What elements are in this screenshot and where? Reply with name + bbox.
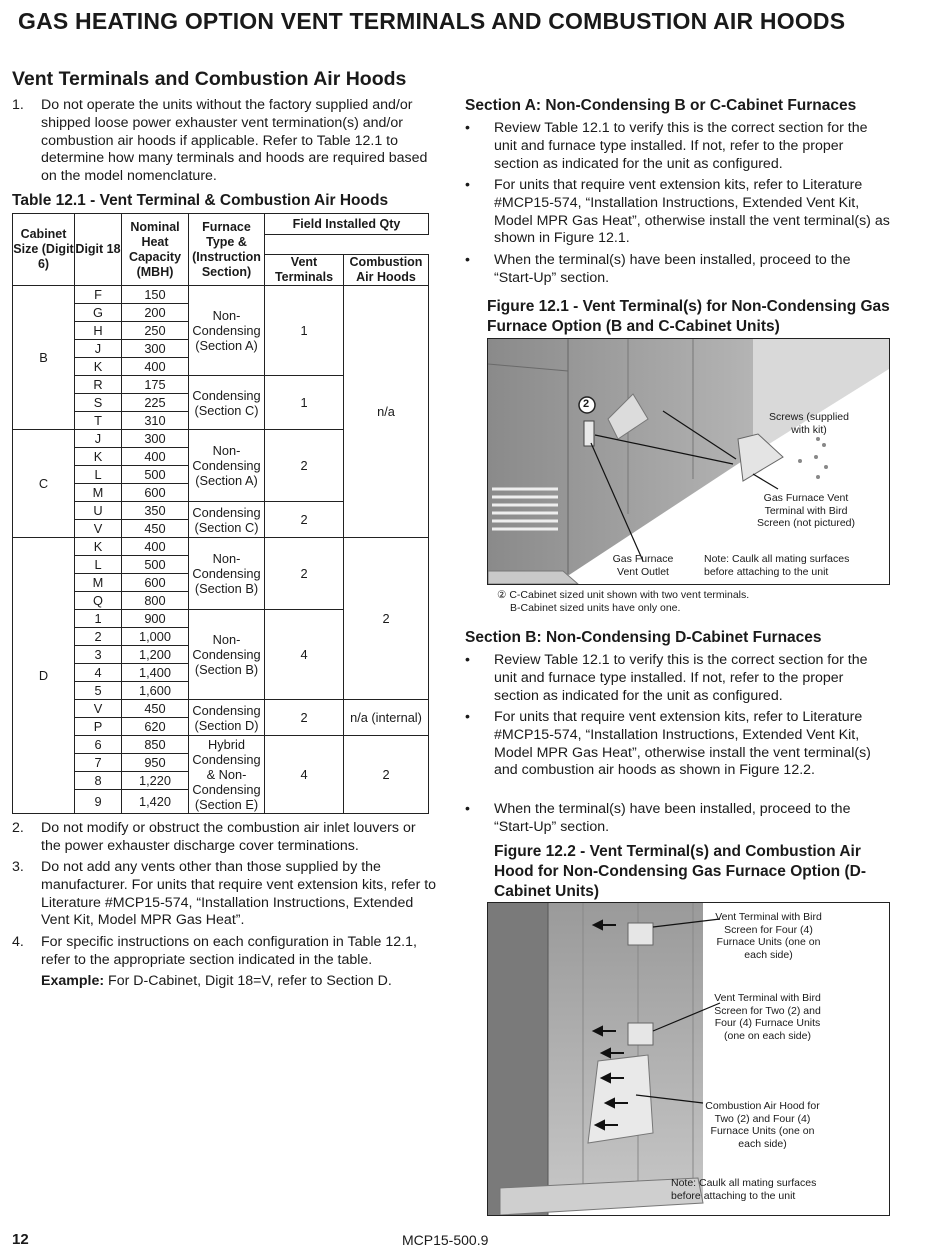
table-cell-digit: 2 — [75, 628, 122, 646]
furnace-type-cell: Non-Condensing (Section B) — [189, 538, 265, 610]
header-furnace-type: Furnace Type & (Instruction Section) — [189, 214, 265, 286]
section-a-bullet-1 — [465, 120, 890, 173]
hoods-qty-cell: 2 — [344, 538, 429, 700]
header-air-hoods: Combustion Air Hoods — [344, 255, 429, 286]
vent-terminal-table — [12, 213, 429, 814]
bullet-text: For units that require vent extension kits, refer to Literature #MCP15-574, “Installation Instructions, Extended Vent Kit, Model MPR Gas Heat”, otherwise install the vent terminal(s) as shown in Figure 12.1. — [494, 177, 890, 247]
vent-qty-cell: 4 — [265, 736, 344, 814]
table-cell-mbh: 620 — [122, 718, 189, 736]
table-cell-digit: K — [75, 358, 122, 376]
figure-12-1-illustration — [488, 339, 889, 584]
table-cell-digit: 6 — [75, 736, 122, 754]
table-cell-digit: T — [75, 412, 122, 430]
label-caulk-note: Note: Caulk all mating surfaces before attaching to the unit — [704, 553, 850, 578]
section-b-title: Section B: Non-Condensing D-Cabinet Furnaces — [465, 629, 822, 646]
cabinet-c: C — [13, 430, 75, 538]
table-cell-mbh: 500 — [122, 556, 189, 574]
item-number: 4. — [12, 934, 24, 950]
vent-qty-cell: 1 — [265, 286, 344, 376]
table-cell-digit: R — [75, 376, 122, 394]
table-cell-mbh: 900 — [122, 610, 189, 628]
table-cell-mbh: 400 — [122, 448, 189, 466]
table-cell-digit: 4 — [75, 664, 122, 682]
item-number: 3. — [12, 859, 24, 875]
figure-12-2-illustration — [488, 903, 889, 1215]
table-cell-mbh: 600 — [122, 574, 189, 592]
table-cell-digit: F — [75, 286, 122, 304]
furnace-type-cell: Non-Condensing (Section B) — [189, 610, 265, 700]
furnace-type-cell: Non-Condensing (Section A) — [189, 286, 265, 376]
example-text: For D-Cabinet, Digit 18=V, refer to Section D. — [104, 973, 392, 989]
table-cell-digit: K — [75, 538, 122, 556]
table-cell-mbh: 250 — [122, 322, 189, 340]
item-text: Do not add any vents other than those supplied by the manufacturer. For units that require vent extension kits, refer to Literature #MCP15-574, “Installation Instructions, Extended Vent Kit, Model MPR Gas Heat”. — [41, 859, 437, 929]
figure-marker: 2 — [583, 398, 590, 410]
label-caulk-note-2: Note: Caulk all mating surfaces before attaching to the unit — [671, 1177, 817, 1202]
table-cell-mbh: 300 — [122, 340, 189, 358]
document-id: MCP15-500.9 — [402, 1232, 489, 1248]
bullet-text: When the terminal(s) have been installed, proceed to the “Start-Up” section. — [494, 801, 851, 835]
table-cell-mbh: 200 — [122, 304, 189, 322]
section-a-bullet-3 — [465, 252, 890, 288]
section-b-bullet-3 — [465, 801, 890, 837]
label-vent-terminal-four: Vent Terminal with Bird Screen for Four (4) Furnace Units (one on each side) — [715, 911, 822, 961]
figure-footnote-1: ② C-Cabinet sized unit shown with two vent terminals. — [497, 589, 750, 601]
example-line — [41, 973, 441, 991]
cabinet-d: D — [13, 538, 75, 814]
table-cell-mbh: 400 — [122, 538, 189, 556]
instruction-item-2 — [12, 820, 437, 856]
table-cell-mbh: 175 — [122, 376, 189, 394]
furnace-type-cell: Condensing (Section D) — [189, 700, 265, 736]
table-cell-digit: V — [75, 520, 122, 538]
label-screws: Screws (supplied with kit) — [769, 411, 849, 436]
figure-12-2-caption: Figure 12.2 - Vent Terminal(s) and Combustion Air Hood for Non-Condensing Gas Furnace Option (D-Cabinet Units) — [494, 843, 866, 900]
item-text: For specific instructions on each configuration in Table 12.1, refer to the appropriate section indicated in the table. — [41, 934, 417, 968]
table-cell-digit: 5 — [75, 682, 122, 700]
section-b-bullet-2 — [465, 709, 890, 780]
furnace-type-cell: Non-Condensing (Section A) — [189, 430, 265, 502]
table-cell-digit: H — [75, 322, 122, 340]
header-vent-terminals: Vent Terminals — [265, 255, 344, 286]
header-cabinet: Cabinet Size (Digit 6) — [13, 214, 75, 286]
bullet-glyph: • — [465, 709, 470, 725]
section-a-bullet-2 — [465, 177, 890, 248]
table-cell-mbh: 350 — [122, 502, 189, 520]
table-cell-mbh: 950 — [122, 754, 189, 772]
instruction-item-1 — [12, 97, 437, 186]
bullet-glyph: • — [465, 252, 470, 268]
label-vent-outlet: Gas Furnace Vent Outlet — [612, 553, 674, 578]
item-text: Do not operate the units without the factory supplied and/or shipped loose power exhauster vent termination(s) and/or combustion air hoods if applicable. Refer to Table 12.1 to determine how many terminals and hoods are required based on the model nomenclature. — [41, 97, 428, 185]
table-cell-mbh: 310 — [122, 412, 189, 430]
bullet-text: Review Table 12.1 to verify this is the correct section for the unit and furnace type installed. If not, refer to the proper section as indicated for the unit as configured. — [494, 120, 868, 172]
table-cell-digit: 3 — [75, 646, 122, 664]
figure-footnote-2: B-Cabinet sized units have only one. — [510, 602, 681, 614]
hoods-qty-cell: n/a (internal) — [344, 700, 429, 736]
table-cell-mbh: 500 — [122, 466, 189, 484]
page-banner-title: GAS HEATING OPTION VENT TERMINALS AND COMBUSTION AIR HOODS — [18, 8, 846, 34]
table-cell-mbh: 1,220 — [122, 772, 189, 790]
table-cell-digit: V — [75, 700, 122, 718]
header-field-installed: Field Installed Qty — [265, 214, 429, 235]
table-cell-digit: 9 — [75, 790, 122, 814]
table-cell-mbh: 1,420 — [122, 790, 189, 814]
section-a-title: Section A: Non-Condensing B or C-Cabinet Furnaces — [465, 97, 857, 114]
label-vent-terminal: Gas Furnace Vent Terminal with Bird Screen (not pictured) — [756, 492, 856, 529]
table-cell-mbh: 1,000 — [122, 628, 189, 646]
instruction-item-3 — [12, 859, 437, 930]
vent-qty-cell: 2 — [265, 502, 344, 538]
example-label: Example: — [41, 973, 105, 989]
table-cell-mbh: 225 — [122, 394, 189, 412]
table-cell-digit: Q — [75, 592, 122, 610]
label-vent-terminal-two-four: Vent Terminal with Bird Screen for Two (2) and Four (4) Furnace Units (one on each side) — [714, 992, 821, 1042]
figure-12-2 — [487, 902, 890, 1216]
table-cell-mbh: 800 — [122, 592, 189, 610]
table-cell-digit: S — [75, 394, 122, 412]
table-cell-mbh: 400 — [122, 358, 189, 376]
table-cell-digit: M — [75, 574, 122, 592]
hoods-qty-cell: 2 — [344, 736, 429, 814]
instruction-item-4 — [12, 934, 437, 970]
bullet-glyph: • — [465, 177, 470, 193]
table-cell-digit: M — [75, 484, 122, 502]
table-cell-digit: L — [75, 556, 122, 574]
item-number: 1. — [12, 97, 24, 113]
table-cell-mbh: 1,600 — [122, 682, 189, 700]
hoods-qty-cell: n/a — [344, 286, 429, 538]
table-cell-digit: U — [75, 502, 122, 520]
table-cell-digit: L — [75, 466, 122, 484]
furnace-type-cell: Condensing (Section C) — [189, 376, 265, 430]
table-cell-mbh: 150 — [122, 286, 189, 304]
vent-qty-cell: 2 — [265, 538, 344, 610]
vent-qty-cell: 2 — [265, 700, 344, 736]
page-number: 12 — [12, 1231, 29, 1248]
header-digit: Digit 18 — [75, 214, 122, 286]
item-text: Do not modify or obstruct the combustion air inlet louvers or the power exhauster discharge cover terminations. — [41, 820, 416, 854]
table-cell-mbh: 300 — [122, 430, 189, 448]
section-heading: Vent Terminals and Combustion Air Hoods — [12, 68, 407, 90]
table-cell-mbh: 1,200 — [122, 646, 189, 664]
table-cell-digit: J — [75, 430, 122, 448]
bullet-glyph: • — [465, 801, 470, 817]
bullet-text: Review Table 12.1 to verify this is the correct section for the unit and furnace type installed. If not, refer to the proper section as indicated for the unit as configured. — [494, 652, 868, 704]
figure-12-1 — [487, 338, 890, 585]
table-cell-digit: K — [75, 448, 122, 466]
table-cell-digit: G — [75, 304, 122, 322]
table-cell-digit: J — [75, 340, 122, 358]
table-cell-mbh: 850 — [122, 736, 189, 754]
bullet-text: For units that require vent extension kits, refer to Literature #MCP15-574, “Installation Instructions, Extended Vent Kit, Model MPR Gas Heat”, otherwise install the vent terminal(s) and combustion air hoods as shown in Figure 12.2. — [494, 709, 871, 779]
vent-qty-cell: 2 — [265, 430, 344, 502]
table-cell-mbh: 450 — [122, 700, 189, 718]
table-cell-mbh: 1,400 — [122, 664, 189, 682]
table-cell-mbh: 450 — [122, 520, 189, 538]
vent-qty-cell: 4 — [265, 610, 344, 700]
table-cell-digit: P — [75, 718, 122, 736]
header-capacity: Nominal Heat Capacity (MBH) — [122, 214, 189, 286]
table-cell-digit: 7 — [75, 754, 122, 772]
furnace-type-cell: Condensing (Section C) — [189, 502, 265, 538]
cabinet-b: B — [13, 286, 75, 430]
bullet-glyph: • — [465, 120, 470, 136]
item-number: 2. — [12, 820, 24, 836]
bullet-glyph: • — [465, 652, 470, 668]
table-caption: Table 12.1 - Vent Terminal & Combustion Air Hoods — [12, 192, 389, 209]
table-cell-digit: 1 — [75, 610, 122, 628]
furnace-type-cell: Hybrid Condensing & Non-Condensing (Section E) — [189, 736, 265, 814]
bullet-text: When the terminal(s) have been installed, proceed to the “Start-Up” section. — [494, 252, 851, 286]
vent-qty-cell: 1 — [265, 376, 344, 430]
table-cell-mbh: 600 — [122, 484, 189, 502]
label-combustion-air-hood: Combustion Air Hood for Two (2) and Four (4) Furnace Units (one on each side) — [705, 1100, 820, 1150]
section-b-bullet-1 — [465, 652, 890, 705]
table-cell-digit: 8 — [75, 772, 122, 790]
figure-12-1-caption: Figure 12.1 - Vent Terminal(s) for Non-Condensing Gas Furnace Option (B and C-Cabinet Units) — [487, 298, 890, 335]
